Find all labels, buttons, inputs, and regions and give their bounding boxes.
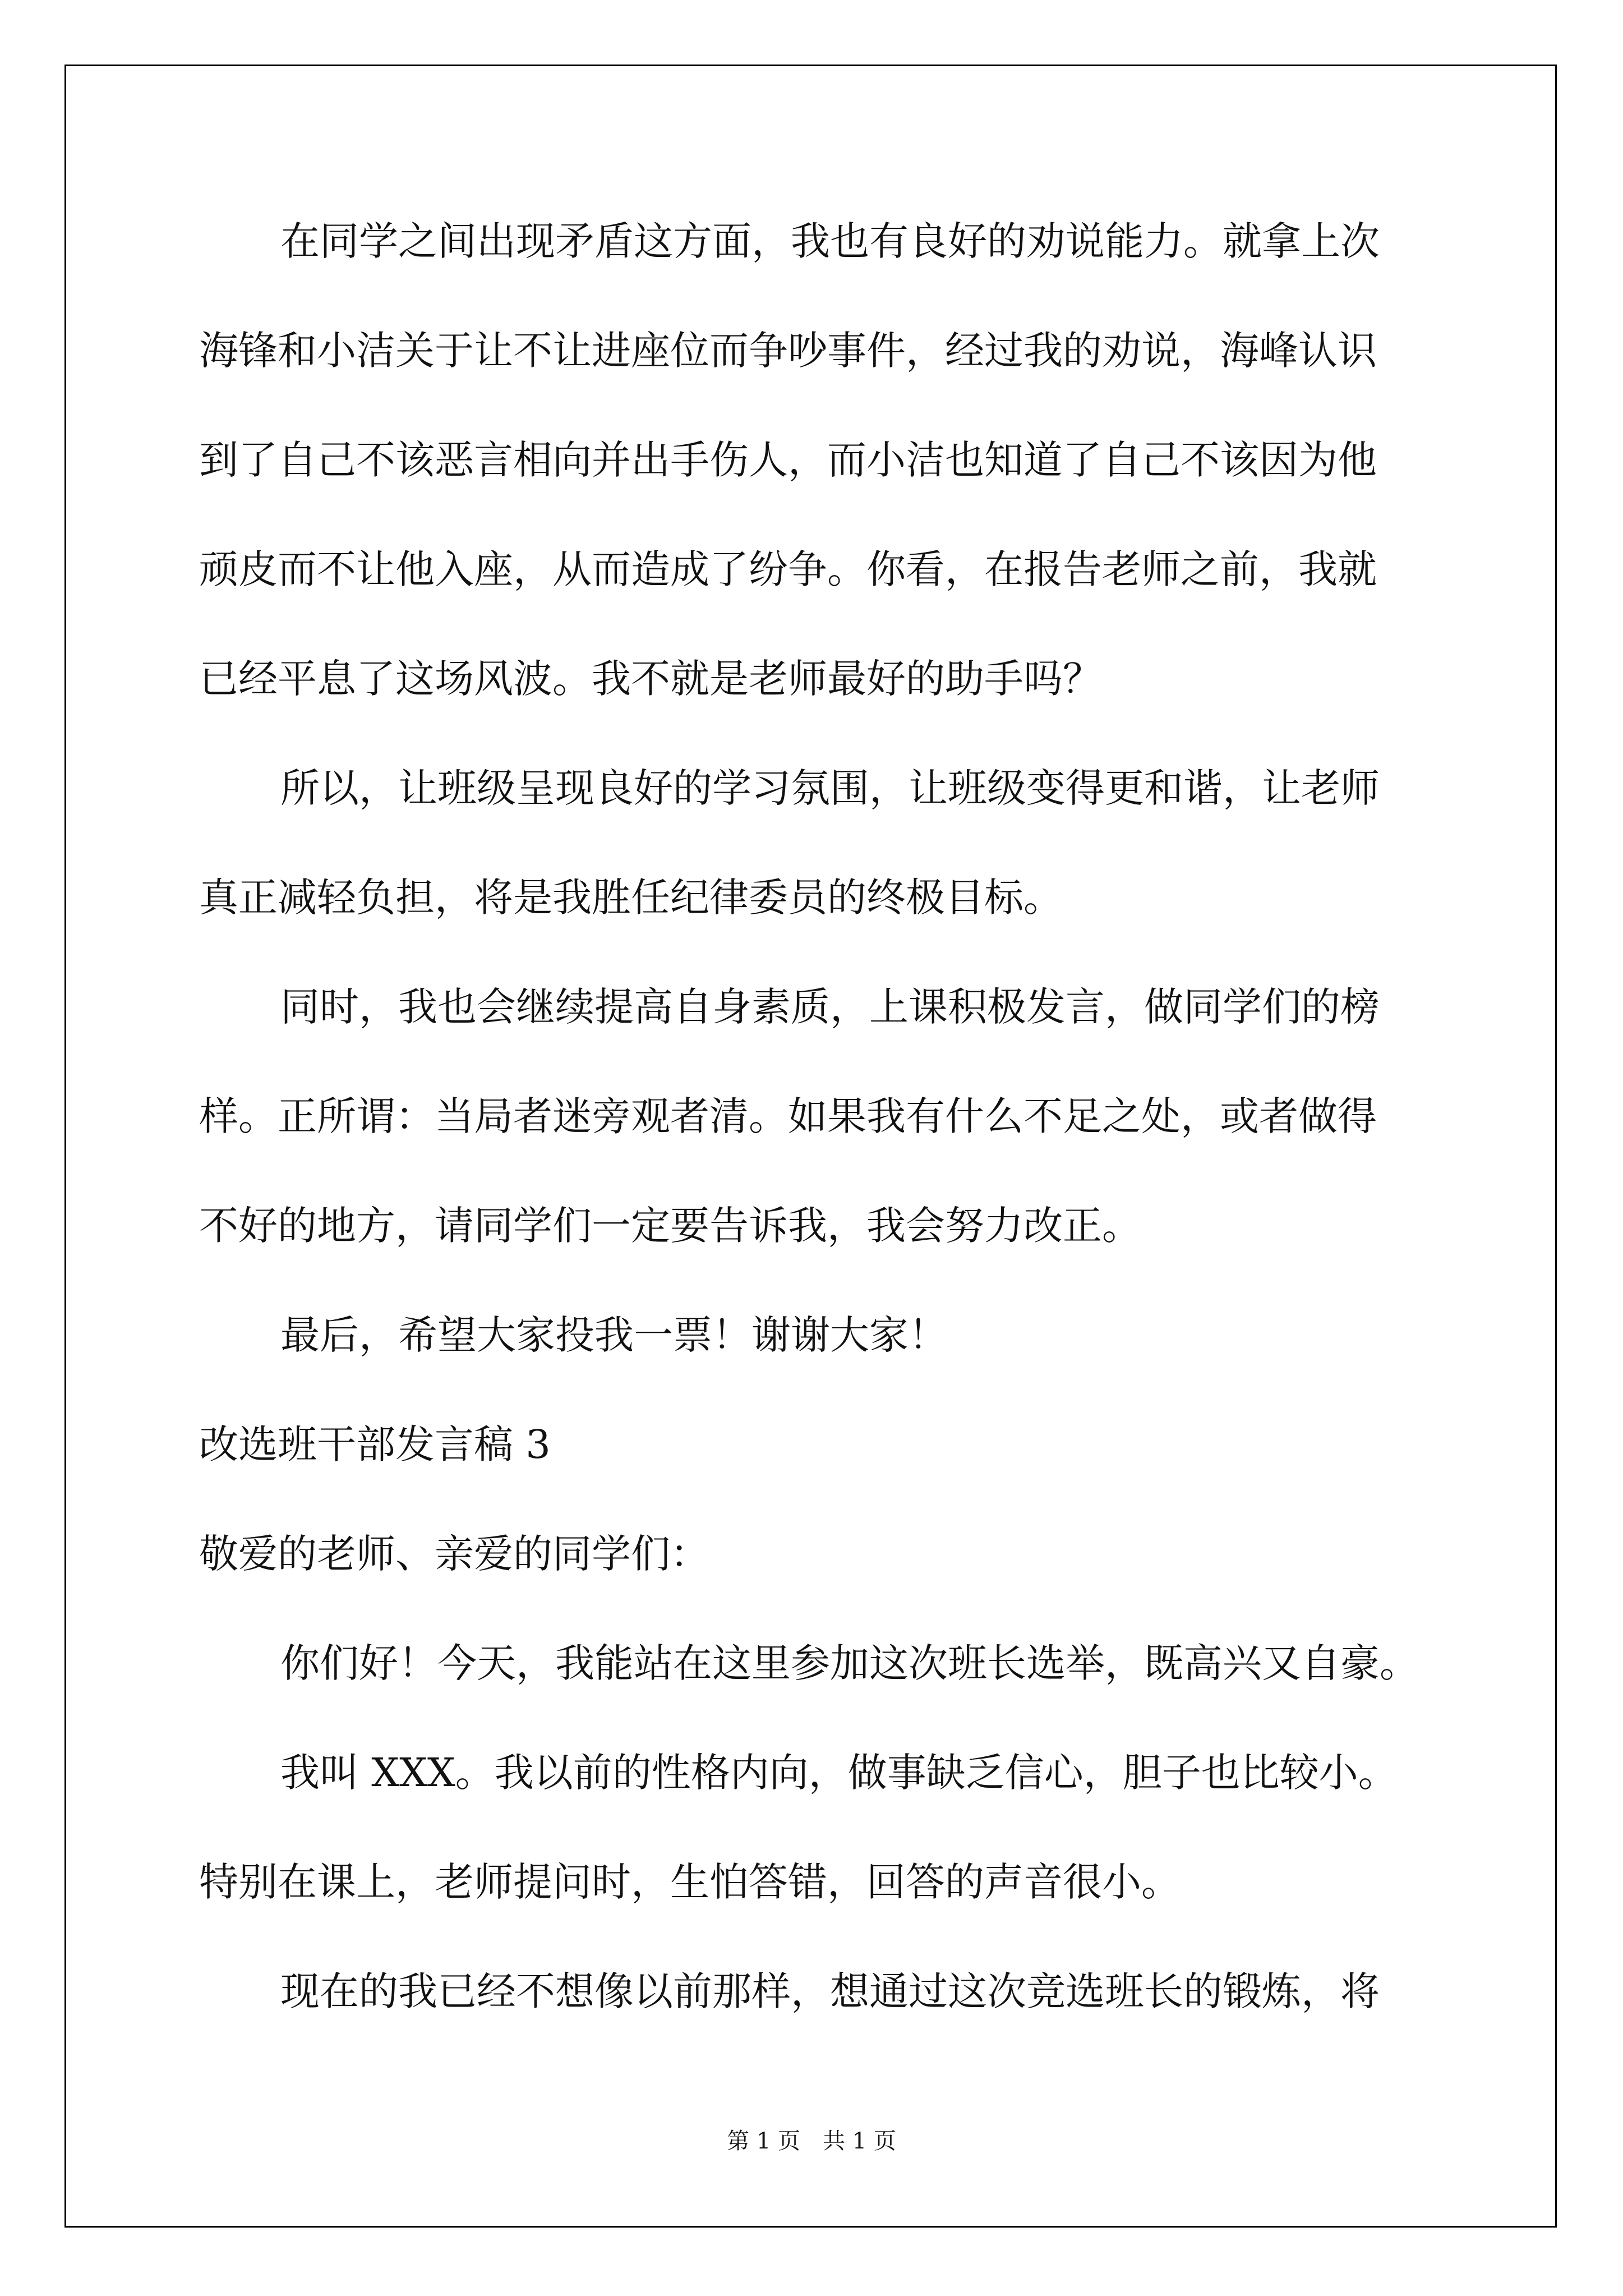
salutation: 敬爱的老师、亲爱的同学们：: [199, 1531, 709, 1577]
paragraph-line: 样。正所谓：当局者迷旁观者清。如果我有什么不足之处，或者做得: [199, 1093, 1377, 1139]
paragraph-line: 真正减轻负担，将是我胜任纪律委员的终极目标。: [199, 875, 1063, 921]
paragraph-line: 现在的我已经不想像以前那样，想通过这次竞选班长的锻炼，将: [280, 1968, 1380, 2014]
paragraph-line: 已经平息了这场风波。我不就是老师最好的助手吗？: [199, 656, 1102, 702]
paragraph-line: 到了自己不该恶言相向并出手伤人，而小洁也知道了自己不该因为他: [199, 437, 1377, 483]
paragraph-line: 不好的地方，请同学们一定要告诉我，我会努力改正。: [199, 1203, 1141, 1249]
paragraph-line: 所以，让班级呈现良好的学习氛围，让班级变得更和谐，让老师: [280, 765, 1380, 811]
paragraph-line: 在同学之间出现矛盾这方面，我也有良好的劝说能力。就拿上次: [280, 218, 1380, 264]
paragraph-line: 特别在课上，老师提问时，生怕答错，回答的声音很小。: [199, 1859, 1181, 1905]
section-heading: 改选班干部发言稿 3: [199, 1421, 551, 1467]
paragraph-line: 你们好！今天，我能站在这里参加这次班长选举，既高兴又自豪。: [280, 1640, 1419, 1686]
paragraph-line: 海锋和小洁关于让不让进座位而争吵事件，经过我的劝说，海峰认识: [199, 328, 1377, 374]
paragraph-line: 顽皮而不让他入座，从而造成了纷争。你看，在报告老师之前，我就: [199, 546, 1377, 592]
paragraph-line: 同时，我也会继续提高自身素质，上课积极发言，做同学们的榜: [280, 984, 1380, 1030]
paragraph-line: 最后，希望大家投我一票！谢谢大家！: [280, 1312, 948, 1358]
paragraph-line: 我叫 XXX。我以前的性格内向，做事缺乏信心，胆子也比较小。: [280, 1750, 1398, 1796]
page-footer: 第 1 页 共 1 页: [727, 2128, 896, 2154]
